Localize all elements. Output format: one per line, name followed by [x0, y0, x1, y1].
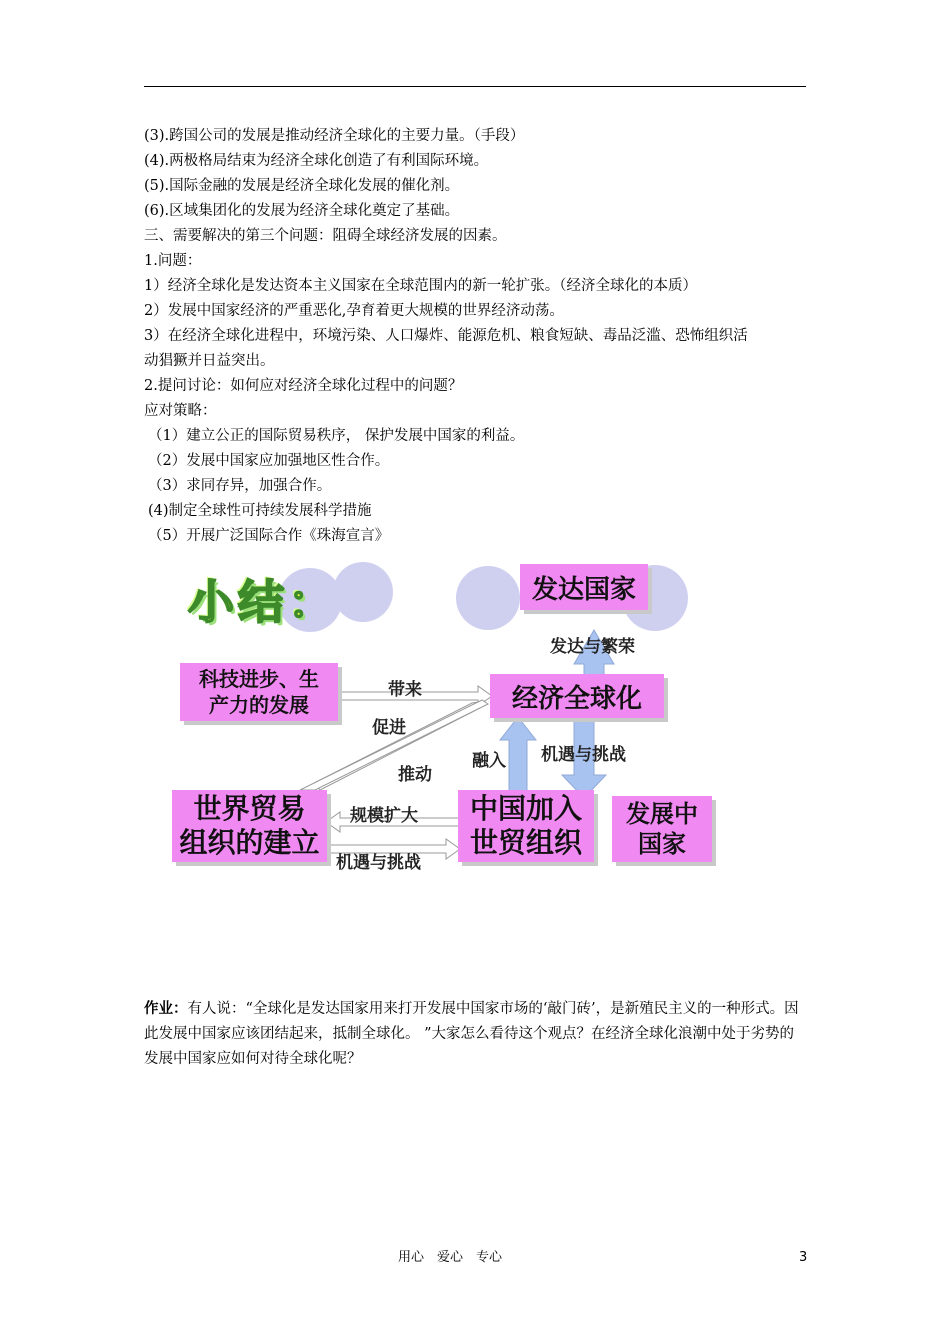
strategy-3: （3）求同存异，加强合作。	[148, 478, 332, 494]
label-opportunity-right: 机遇与挑战	[541, 745, 626, 765]
body-line-12: 应对策略：	[144, 403, 217, 419]
diagram-title: 小结：	[188, 575, 338, 629]
box-globalization: 经济全球化	[490, 674, 664, 718]
box-developing-line-2: 国家	[638, 830, 686, 858]
box-china-wto	[458, 790, 594, 862]
body-line-3: (5).国际金融的发展是经济全球化发展的催化剂。	[144, 178, 460, 194]
box-china-line-2: 世贸组织	[469, 826, 582, 859]
label-promote: 促进	[372, 718, 406, 738]
body-line-7: 1）经济全球化是发达资本主义国家在全球范围内的新一轮扩张。（经济全球化的本质）	[144, 278, 697, 294]
homework-text: 有人说：“全球化是发达国家用来打开发展中国家市场的‘敲门砖’，是新殖民主义的一种形式。因此发展中国家应该团结起来，抵制全球化。 ”大家怎么看待这个观点？在经济全球化浪潮中处于劣势的发展中国家应如何对待全球化呢？	[144, 1001, 799, 1067]
box-developing-countries	[612, 796, 712, 862]
label-scale: 规模扩大	[350, 806, 418, 826]
section-heading: 三、需要解决的第三个问题：阻碍全球经济发展的因素。	[144, 228, 507, 244]
label-bring: 带来	[388, 680, 422, 700]
footer-motto: 用心 爱心 专心	[398, 1250, 503, 1265]
label-merge: 融入	[472, 751, 506, 771]
strategy-2: （2）发展中国家应加强地区性合作。	[148, 453, 390, 469]
box-developing-line-1: 发展中	[626, 800, 698, 828]
label-prosperity: 发达与繁荣	[550, 637, 635, 657]
body-line-8: 2）发展中国家经济的严重恶化,孕育着更大规模的世界经济动荡。	[144, 303, 564, 319]
body-line-6: 1.问题：	[144, 253, 202, 269]
page-number: 3	[799, 1250, 808, 1265]
box-technology-line-1: 科技进步、生	[199, 667, 319, 691]
body-line-11: 2.提问讨论：如何应对经济全球化过程中的问题？	[144, 378, 463, 394]
body-line-1: (3).跨国公司的发展是推动经济全球化的主要力量。（手段）	[144, 128, 525, 144]
strategy-1: （1）建立公正的国际贸易秩序， 保护发展中国家的利益。	[148, 428, 525, 444]
box-technology	[180, 663, 338, 721]
decor-circle-3	[456, 566, 520, 630]
strategy-5: （5）开展广泛国际合作《珠海宣言》	[148, 528, 390, 544]
box-china-line-1: 中国加入	[469, 792, 582, 825]
header-rule	[144, 86, 806, 87]
strategy-4: (4)制定全球性可持续发展科学措施	[148, 503, 372, 519]
homework-label: 作业：	[144, 1000, 188, 1017]
homework-paragraph	[144, 996, 808, 1072]
box-technology-line-2: 产力的发展	[209, 693, 309, 717]
summary-diagram	[170, 560, 730, 880]
body-line-9: 3）在经济全球化进程中，环境污染、人口爆炸、能源危机、粮食短缺、毒品泛滥、恐怖组织活	[144, 328, 748, 344]
body-line-10: 动猖獗并日益突出。	[144, 353, 275, 369]
box-wto-line-2: 组织的建立	[179, 826, 320, 859]
box-wto	[172, 790, 327, 862]
decor-circle-2	[333, 562, 393, 622]
box-wto-line-1: 世界贸易	[193, 792, 306, 825]
label-opportunity-bottom: 机遇与挑战	[336, 853, 421, 873]
label-push: 推动	[398, 765, 432, 785]
box-developed-countries: 发达国家	[520, 564, 648, 610]
body-line-2: (4).两极格局结束为经济全球化创造了有利国际环境。	[144, 153, 489, 169]
body-line-4: (6).区域集团化的发展为经济全球化奠定了基础。	[144, 203, 460, 219]
